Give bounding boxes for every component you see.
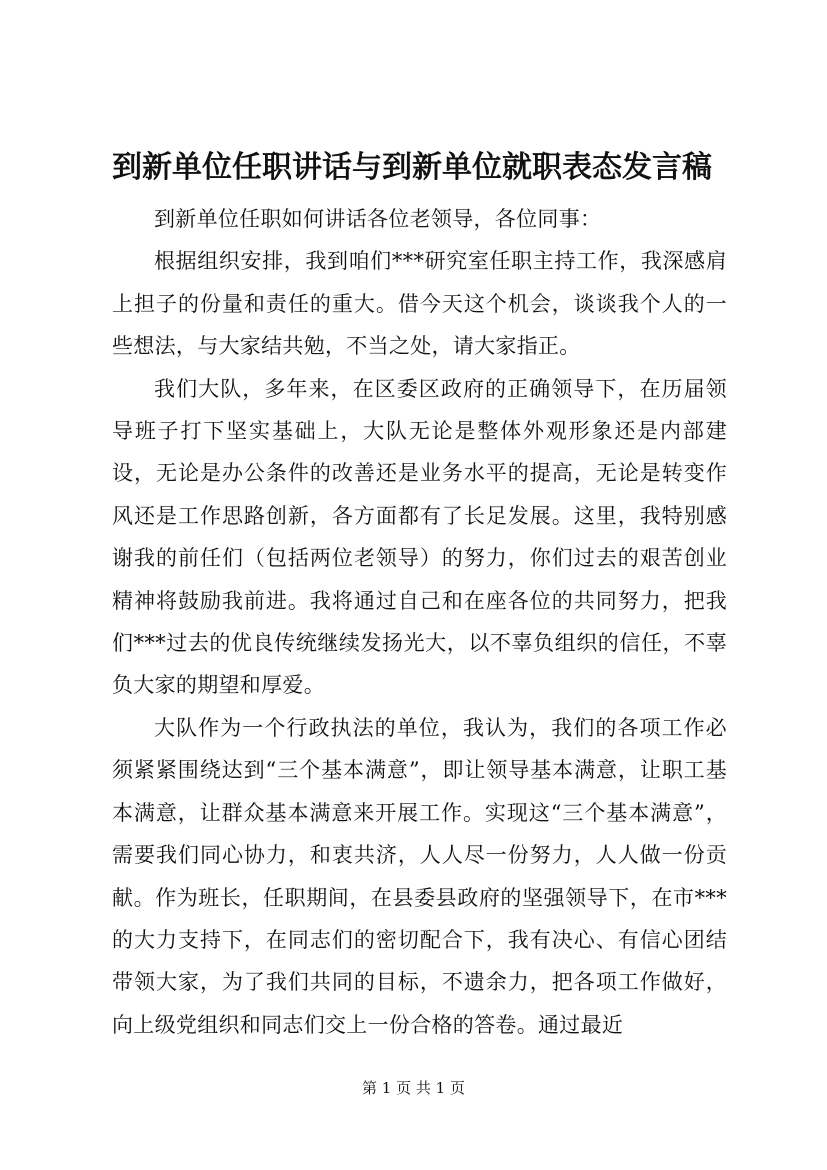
- paragraph-goals: 大队作为一个行政执法的单位，我认为，我们的各项工作必须紧紧围绕达到“三个基本满意”，即让领导基本满意，让职工基本满意，让群众基本满意来开展工作。实现这“三个基本满意”，需要我们同心协力，和衷共济，人人尽一份努力，人人做一份贡献。作为班长，任职期间，在县委县政府的坚强领导下，在市***的大力支持下，在同志们的密切配合下，我有决心、有信心团结带领大家，为了我们共同的目标，不遗余力，把各项工作做好，向上级党组织和同志们交上一份合格的答卷。通过最近: [112, 715, 727, 1037]
- document-body: [112, 170, 727, 1046]
- paragraph-intro: 根据组织安排，我到咱们***研究室任职主持工作，我深感肩上担子的份量和责任的重大。借今天这个机会，谈谈我个人的一些想法，与大家结共勉，不当之处，请大家指正。: [112, 249, 727, 359]
- page-footer: 第 1 页 共 1 页: [362, 1079, 465, 1097]
- paragraph-history: 我们大队，多年来，在区委区政府的正确领导下，在历届领导班子打下坚实基础上，大队无论是整体外观形象还是内部建设，无论是办公条件的改善还是业务水平的提高，无论是转变作风还是工作思路创新，各方面都有了长足发展。这里，我特别感谢我的前任们（包括两位老领导）的努力，你们过去的艰苦创业精神将鼓励我前进。我将通过自己和在座各位的共同努力，把我们***过去的优良传统继续发扬光大，以不辜负组织的信任，不辜负大家的期望和厚爱。: [112, 376, 727, 698]
- document-title: 到新单位任职讲话与到新单位就职表态发言稿: [112, 150, 712, 185]
- paragraph-salutation: 到新单位任职如何讲话各位老领导，各位同事：: [154, 207, 602, 231]
